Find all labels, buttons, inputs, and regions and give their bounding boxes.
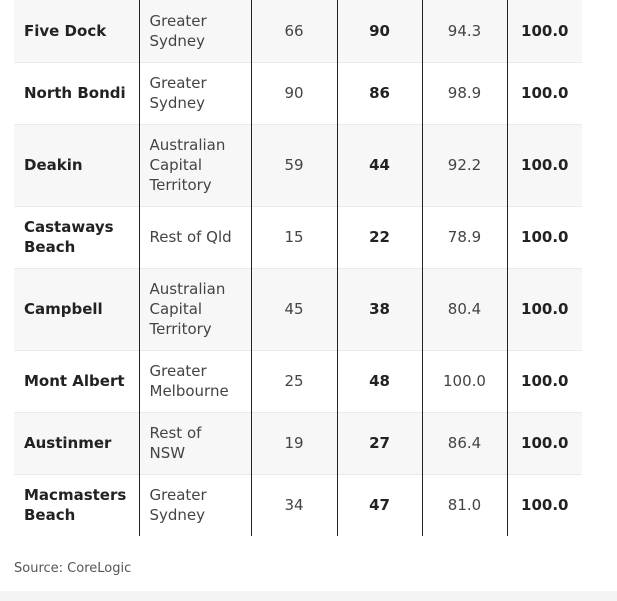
value-cell: 90 xyxy=(337,0,422,62)
region-cell: Australian Capital Territory xyxy=(139,124,251,206)
value-cell: 86.4 xyxy=(422,412,507,474)
region-cell: Australian Capital Territory xyxy=(139,268,251,350)
value-cell: 78.9 xyxy=(422,206,507,268)
value-cell: 98.9 xyxy=(422,62,507,124)
table-row xyxy=(14,474,582,536)
value-cell: 19 xyxy=(251,412,337,474)
suburb-cell: Macmasters Beach xyxy=(14,474,139,536)
value-cell: 48 xyxy=(337,350,422,412)
value-cell: 59 xyxy=(251,124,337,206)
bottom-divider xyxy=(0,591,617,601)
value-cell: 47 xyxy=(337,474,422,536)
value-cell: 66 xyxy=(251,0,337,62)
region-cell: Rest of Qld xyxy=(139,206,251,268)
value-cell: 27 xyxy=(337,412,422,474)
suburb-cell: Campbell xyxy=(14,268,139,350)
value-cell: 94.3 xyxy=(422,0,507,62)
value-cell: 45 xyxy=(251,268,337,350)
table-row xyxy=(14,62,582,124)
data-table xyxy=(14,0,582,536)
value-cell: 86 xyxy=(337,62,422,124)
value-cell: 100.0 xyxy=(507,412,582,474)
value-cell: 100.0 xyxy=(507,268,582,350)
value-cell: 22 xyxy=(337,206,422,268)
region-cell: Greater Melbourne xyxy=(139,350,251,412)
table-row xyxy=(14,0,582,62)
table-row xyxy=(14,350,582,412)
value-cell: 100.0 xyxy=(507,62,582,124)
value-cell: 100.0 xyxy=(507,350,582,412)
table-row xyxy=(14,124,582,206)
value-cell: 44 xyxy=(337,124,422,206)
table-row xyxy=(14,412,582,474)
suburb-cell: North Bondi xyxy=(14,62,139,124)
region-cell: Rest of NSW xyxy=(139,412,251,474)
suburb-cell: Deakin xyxy=(14,124,139,206)
value-cell: 100.0 xyxy=(422,350,507,412)
value-cell: 81.0 xyxy=(422,474,507,536)
value-cell: 38 xyxy=(337,268,422,350)
region-cell: Greater Sydney xyxy=(139,474,251,536)
value-cell: 15 xyxy=(251,206,337,268)
region-cell: Greater Sydney xyxy=(139,62,251,124)
value-cell: 100.0 xyxy=(507,124,582,206)
region-cell: Greater Sydney xyxy=(139,0,251,62)
value-cell: 25 xyxy=(251,350,337,412)
source-note: Source: CoreLogic xyxy=(14,561,132,576)
value-cell: 90 xyxy=(251,62,337,124)
value-cell: 100.0 xyxy=(507,474,582,536)
suburb-cell: Five Dock xyxy=(14,0,139,62)
suburb-cell: Castaways Beach xyxy=(14,206,139,268)
value-cell: 34 xyxy=(251,474,337,536)
suburb-cell: Austinmer xyxy=(14,412,139,474)
value-cell: 100.0 xyxy=(521,21,569,40)
value-cell: 100.0 xyxy=(507,206,582,268)
value-cell: 92.2 xyxy=(422,124,507,206)
suburb-cell: Mont Albert xyxy=(14,350,139,412)
table-row xyxy=(14,268,582,350)
table-row xyxy=(14,206,582,268)
value-cell: 80.4 xyxy=(422,268,507,350)
